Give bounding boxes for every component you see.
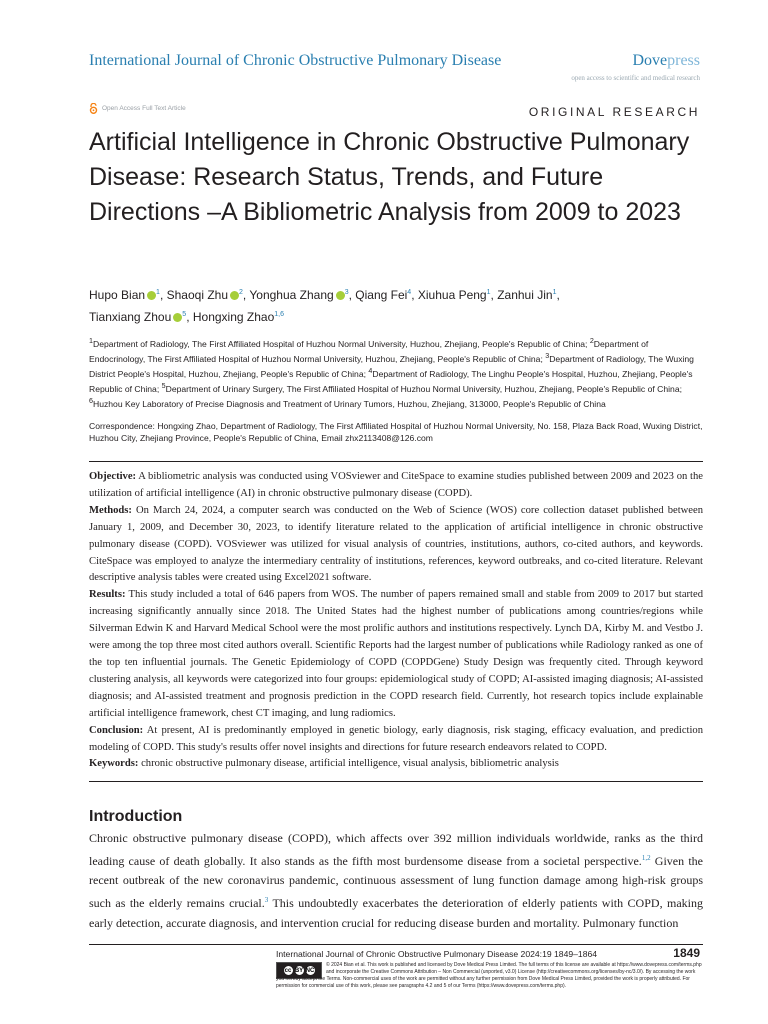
license-text-1: © 2024 Bian et al. This work is published and licensed by Dove Medical Press Limited. The full terms of this license are available at https://www.dovepress.com/terms.php and incorporate the Creative Commons Attribution – Non Commercial (unported, v3.0) License (http://creativecommons.org/licenses/by-nc/3.0/). By accessing the work	[326, 962, 702, 975]
methods-label: Methods:	[89, 504, 132, 516]
section-label: ORIGINAL RESEARCH	[528, 105, 700, 119]
author-name: Shaoqi Zhu	[166, 288, 229, 302]
author-affiliation-ref[interactable]: 4	[407, 289, 412, 296]
author-affiliation-ref[interactable]: 1	[486, 289, 491, 296]
footer-citation: International Journal of Chronic Obstructive Pulmonary Disease 2024:19 1849–1864	[276, 949, 598, 959]
nc-icon: NC	[305, 967, 315, 974]
introduction-heading: Introduction	[89, 808, 183, 825]
article-title: Artificial Intelligence in Chronic Obstructive Pulmonary Disease: Research Status, Trends, and Future Directions –A Bibliometric Analysis from 2009 to 2023	[89, 128, 690, 226]
objective-text: A bibliometric analysis was conducted using VOSviewer and CiteSpace to examine studies published between 2009 and 2023 on the utilization of artificial intelligence (AI) in chronic obstructive pulmonary disease (COPD).	[89, 471, 703, 499]
orcid-icon[interactable]	[173, 313, 182, 322]
author-affiliation-ref[interactable]: 3	[344, 289, 349, 296]
author-name: Tianxiang Zhou	[89, 310, 172, 324]
citation-link[interactable]: 3	[264, 896, 269, 905]
intro-text-1: Chronic obstructive pulmonary disease (COPD), which affects over 392 million individuals worldwide, ranks as the third leading cause of death globally. It also stands as the fifth most burdensome disease from a societal perspective.	[89, 831, 703, 868]
affiliation-number: 4	[368, 367, 373, 376]
keywords-label: Keywords:	[89, 758, 139, 770]
author-affiliation-ref[interactable]: 1	[156, 289, 160, 296]
affiliation-number: 2	[589, 337, 594, 345]
author-separator: ,	[186, 310, 193, 324]
affiliation-number: 3	[545, 352, 550, 361]
license-text-2: you hereby accept the Terms. Non-commercial uses of the work are permitted without any further permission from Dove Medical Press Limited, provided the work is properly attributed. For permission for commercial use of this work, please see paragraphs 4.2 and 5 of our Terms (https://www.dovepress.com/terms.php).	[276, 976, 690, 989]
publisher-logo	[571, 52, 700, 70]
affiliation-number: 6	[89, 397, 93, 406]
publisher-brand	[571, 52, 700, 82]
abstract-top-rule	[89, 461, 703, 462]
intro-text-2: Given the recent outbreak of the new coronavirus pandemic, continuous assessment of lung function damage among high-risk groups such as the elderly remains crucial.	[89, 853, 703, 911]
objective-label: Objective:	[89, 471, 137, 482]
affiliation-text: Department of Urinary Surgery, The First Affiliated Hospital of Huzhou Normal University, Huzhou, Zhejiang, People's Republic of China;	[165, 384, 682, 395]
author-affiliation-ref[interactable]: 1,6	[274, 311, 284, 318]
affiliation-text: Huzhou Key Laboratory of Precise Diagnosis and Treatment of Urinary Tumors, Huzhou, Zhejiang, 313000, People's Republic of China	[92, 399, 606, 410]
author-name: Hongxing Zhao	[192, 310, 275, 324]
results-text: This study included a total of 646 papers from WOS. The number of papers remained small and stable from 2009 to 2017 but started increasing significantly annually since 2018. The United States had the highest number of publications among countries/regions while Silverman Edwin K and Harvard Medical School were the most prolific authors and institutions respectively. Lynch DA, Kirby M. and Vestbo J. were among the top three most cited authors overall. Scientific Reports had the largest number of publications while Radiology ranked as one of the top ten influential journals. The Genetic Epidemiology of COPD (COPDGene) Study Design was frequently cited. Through keyword clustering analysis, all keywords were categorized into four groups: epidemiological study of COPD; AI-assisted imaging diagnosis; AI-assisted diagnosis; and AI-assisted treatment and prognosis prediction in the COPD research field. Currently, hot research topics include explainable artificial intelligence framework, chest CT imaging, and lung radiomics.	[89, 589, 703, 719]
journal-title: International Journal of Chronic Obstructive Pulmonary Disease	[89, 52, 502, 69]
conclusion-label: Conclusion:	[89, 724, 144, 736]
orcid-icon[interactable]	[230, 291, 239, 300]
footer-rule	[89, 944, 703, 945]
affiliation-text: Department of Radiology, The Linghu People's Hospital, Huzhou, Zhejiang, People's Republic of China;	[89, 368, 693, 395]
author-separator: ,	[411, 288, 418, 302]
abstract-bottom-rule	[89, 781, 703, 782]
affiliation-text: Department of Endocrinology, The First Affiliated Hospital of Huzhou Normal University, Huzhou, Zhejiang, People's Republic of China;	[89, 338, 649, 364]
author-affiliation-ref[interactable]: 5	[182, 311, 187, 318]
introduction-paragraph	[89, 829, 703, 934]
author-name: Qiang Fei	[355, 288, 408, 302]
intro-text-3: This undoubtedly exacerbates the deterioration of elderly patients with COPD, making early detection, accurate diagnosis, and intervention crucial for reducing disease burden and mortality. Pulmonary function	[89, 896, 703, 930]
author-name: Yonghua Zhang	[249, 288, 334, 302]
author-list	[89, 283, 689, 327]
author-separator: ,	[242, 288, 250, 302]
author-affiliation-ref[interactable]: 1	[552, 289, 557, 296]
open-access-label: Open Access Full Text Article	[102, 105, 186, 112]
author-affiliation-ref[interactable]: 2	[239, 289, 243, 296]
results-label: Results:	[89, 589, 126, 601]
author-name: Hupo Bian	[89, 288, 146, 302]
affiliation-text: Department of Radiology, The First Affiliated Hospital of Huzhou Normal University, Huzhou, Zhejiang, People's Republic of China;	[92, 338, 590, 349]
author-name: Xiuhua Peng	[417, 288, 487, 302]
publisher-tagline: open access to scientific and medical research	[571, 74, 700, 82]
affiliation-number: 1	[89, 337, 93, 345]
orcid-icon[interactable]	[336, 291, 345, 300]
keywords-text: chronic obstructive pulmonary disease, artificial intelligence, visual analysis, bibliometric analysis	[138, 758, 559, 770]
methods-text: On March 24, 2024, a computer search was conducted on the Web of Science (WOS) core collection dataset published between January 1, 2009, and December 30, 2023, to identify literature related to the application of artificial intelligence in chronic obstructive pulmonary disease (COPD). VOSviewer was utilized for visual analysis of countries, institutions, authors, co-cited authors, and keywords. CiteSpace was employed to analyze the intermediary centrality of institutions, references, keyword outbreaks, and co-cited literature. Relevant descriptive analysis tables were created using Excel2021 software.	[89, 504, 703, 584]
by-icon: BY	[294, 967, 304, 974]
citation-link[interactable]: 1,2	[641, 853, 651, 862]
correspondence: Correspondence: Hongxing Zhao, Department of Radiology, The First Affiliated Hospital of Huzhou Normal University, No. 158, Plaza Back Road, Wuxing District, Huzhou City, Zhejiang Province, People's Republic of China, Email zhx2113408@126.com	[89, 421, 703, 444]
conclusion-text: At present, AI is predominantly employed in genetic biology, early diagnosis, risk staging, efficacy evaluation, and prediction modeling of COPD. This study's results offer novel insights and directions for future research endeavors related to COPD.	[89, 724, 703, 753]
affiliation-number: 5	[161, 382, 166, 391]
open-access-badge	[89, 103, 186, 114]
brand-dove: Dove	[632, 52, 668, 69]
affiliations	[89, 335, 703, 410]
brand-press: press	[667, 52, 700, 69]
orcid-icon[interactable]	[147, 291, 156, 300]
author-separator: ,	[556, 288, 560, 302]
abstract	[89, 469, 703, 773]
author-separator: ,	[490, 288, 498, 302]
open-access-lock-icon	[89, 103, 98, 114]
author-separator: ,	[159, 288, 167, 302]
page-number: 1849	[673, 946, 700, 960]
affiliation-text: Department of Radiology, The Wuxing District People's Hospital, Huzhou, Zhejiang, People's Republic of China;	[89, 353, 694, 379]
cc-icon: cc	[284, 967, 292, 974]
author-separator: ,	[348, 288, 356, 302]
author-name: Zanhui Jin	[497, 288, 553, 302]
